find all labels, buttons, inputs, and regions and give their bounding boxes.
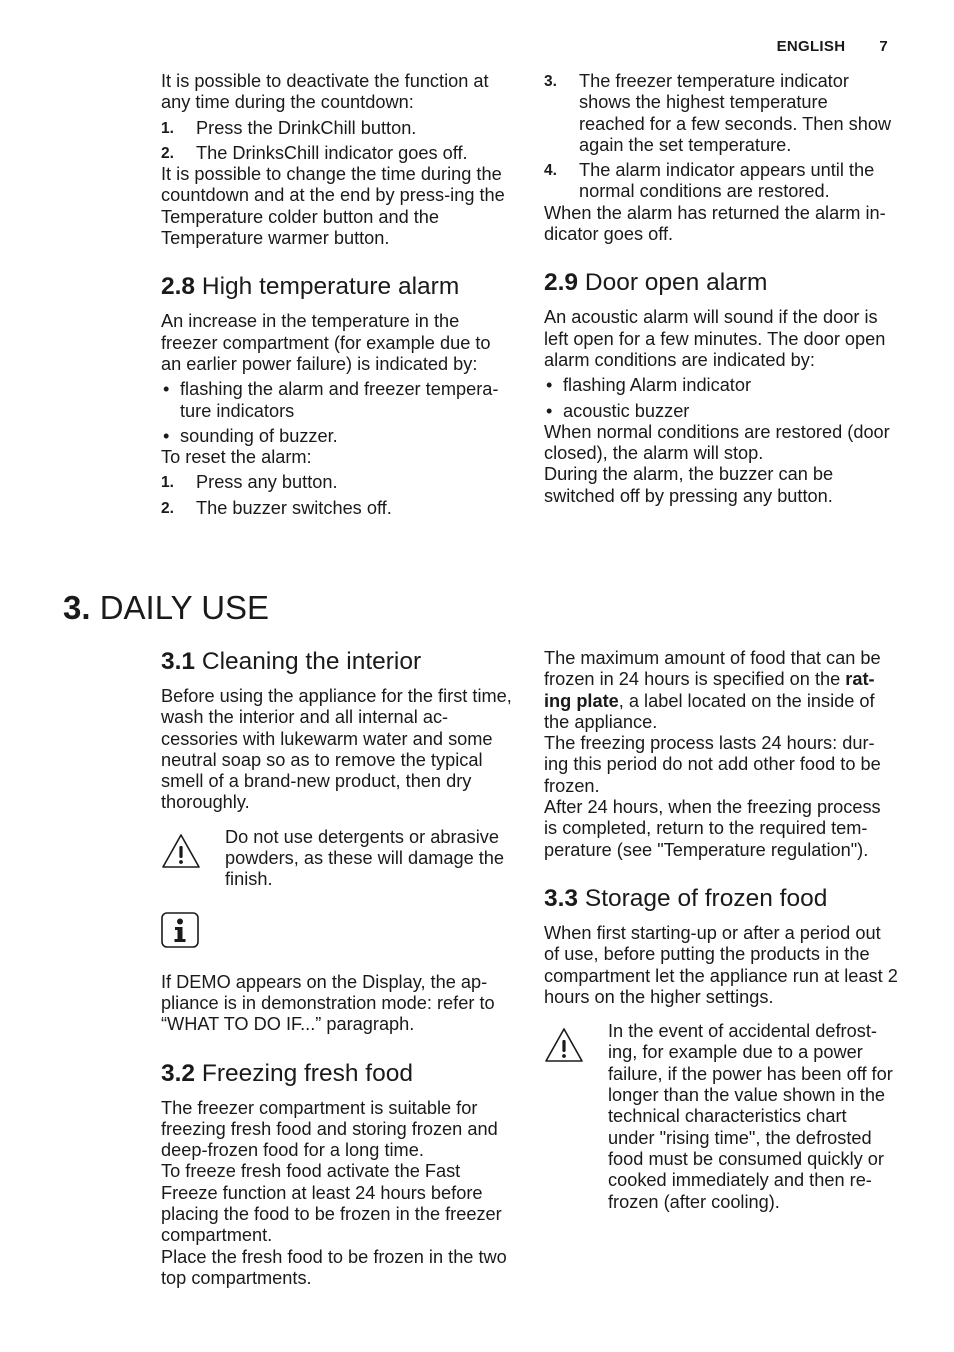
- step-number: 1.: [161, 119, 174, 137]
- rating-plate-term: rat-ing plate: [544, 669, 875, 711]
- info-text: If DEMO appears on the Display, the ap-pliance is in demonstration mode: refer to “WHAT TO DO IF...” paragraph.: [161, 971, 495, 1035]
- warning-text: Do not use detergents or abrasive powders, as these will damage the finish.: [225, 826, 505, 890]
- step-text: Press the DrinkChill button.: [196, 117, 417, 138]
- warning-box: [544, 1021, 898, 1213]
- step-number: 1.: [161, 474, 174, 492]
- step-number: 3.: [544, 73, 557, 90]
- list-item: • sounding of buzzer.: [163, 425, 338, 446]
- cleaning-body: Before using the appliance for the first time, wash the interior and all internal ac-cessories with lukewarm water and some neutral soap so as to remove the typical smell of a brand-new product, then dry thoroughly.: [161, 686, 512, 813]
- step-number: 4.: [544, 162, 557, 180]
- countdown-after: It is possible to change the time during the countdown and at the end by press-ing the Temperature colder button and the Temperature warmer button.: [161, 164, 505, 249]
- section-title: Cleaning the interior: [201, 648, 422, 675]
- list-item: [544, 160, 896, 203]
- list-item: [544, 71, 896, 156]
- page-header: [777, 38, 888, 55]
- door-alarm-after-1: When normal conditions are restored (door closed), the alarm will stop.: [544, 421, 890, 464]
- step-number: 2.: [161, 144, 174, 162]
- freezing-p2: To freeze fresh food activate the Fast Freeze function at least 24 hours before placing the food to be frozen in the freezer compartment.: [161, 1161, 502, 1246]
- countdown-intro: It is possible to deactivate the function at any time during the countdown:: [161, 71, 489, 113]
- section-number: 2.8: [161, 273, 196, 301]
- door-alarm-bullets: [544, 375, 896, 422]
- info-icon: [161, 912, 199, 948]
- bullet-text: sounding of buzzer.: [180, 425, 338, 446]
- list-item: [161, 472, 513, 493]
- section-heading-3-3: [544, 884, 898, 914]
- bottom-left-column: [161, 647, 513, 1289]
- warning-text: In the event of accidental defrost-ing, for example due to a power failure, if the power has been off for longer than the value shown in the technical characteristics chart under "rising time", the defrosted food must be consumed quickly or cooked immediately and then re-frozen (after cooling).: [608, 1021, 893, 1212]
- section-number: 3.2: [161, 1059, 196, 1087]
- chapter-number: 3.: [63, 589, 91, 626]
- chapter-title: DAILY USE: [99, 589, 270, 626]
- high-temp-intro: An increase in the temperature in the freezer compartment (for example due to an earlier power failure) is indicated by:: [161, 311, 491, 374]
- section-heading-2-9: [544, 268, 896, 298]
- section-title: Door open alarm: [584, 269, 768, 297]
- list-item: • flashing the alarm and freezer tempera-ture indicators: [163, 379, 499, 421]
- header-language: ENGLISH: [776, 38, 846, 55]
- freezing-process-text: The freezing process lasts 24 hours: dur-ing this period do not add other food to be frozen.: [544, 733, 881, 796]
- step-text: The buzzer switches off.: [196, 497, 392, 518]
- step-text: Press any button.: [196, 472, 338, 493]
- bullet-text: acoustic buzzer: [563, 400, 690, 421]
- list-item: • acoustic buzzer: [546, 400, 690, 421]
- list-item: [161, 498, 513, 519]
- warning-box: [161, 827, 513, 891]
- section-number: 2.9: [544, 269, 579, 297]
- door-alarm-after-2: During the alarm, the buzzer can be switched off by pressing any button.: [544, 464, 834, 506]
- section-heading-3-2: [161, 1059, 513, 1089]
- high-temp-bullets: [161, 379, 513, 447]
- bullet-text: flashing Alarm indicator: [563, 375, 752, 396]
- section-title: Storage of frozen food: [584, 884, 828, 912]
- storage-body: When first starting-up or after a period out of use, before putting the products in the compartment let the appliance run at least 2 hours on the higher settings.: [544, 922, 898, 1007]
- section-heading-2-8: [161, 272, 513, 302]
- section-title: Freezing fresh food: [201, 1059, 413, 1087]
- section-heading-3-1: [161, 647, 513, 677]
- door-alarm-intro: An acoustic alarm will sound if the door is left open for a few minutes. The door open alarm conditions are indicated by:: [544, 307, 886, 370]
- max-amount-text: The maximum amount of food that can be frozen in 24 hours is specified on the rat-ing plate, a label located on the inside of the appliance.: [544, 648, 881, 732]
- after-24h-text: After 24 hours, when the freezing process is completed, return to the required tem-perature (see "Temperature regulation").: [544, 797, 881, 860]
- section-number: 3.3: [544, 884, 579, 912]
- chapter-heading: [63, 588, 269, 628]
- list-item: [161, 118, 513, 139]
- step-text: The DrinksChill indicator goes off.: [196, 142, 468, 163]
- bottom-right-column: [544, 648, 898, 1213]
- freezing-p3: Place the fresh food to be frozen in the two top compartments.: [161, 1246, 507, 1288]
- freezing-p1: The freezer compartment is suitable for freezing fresh food and storing frozen and deep-frozen food for a long time.: [161, 1097, 498, 1161]
- section-title: High temperature alarm: [201, 273, 460, 301]
- alarm-after: When the alarm has returned the alarm in-dicator goes off.: [544, 202, 886, 245]
- step-text: The freezer temperature indicator shows the highest temperature reached for a few seconds. Then show again the set temperature.: [579, 71, 892, 155]
- alarm-steps: [544, 71, 896, 203]
- step-text: The alarm indicator appears until the normal conditions are restored.: [579, 160, 875, 202]
- warning-icon: [161, 833, 201, 869]
- warning-icon: [544, 1027, 584, 1063]
- section-number: 3.1: [161, 648, 196, 675]
- page-number: 7: [879, 38, 888, 55]
- list-item: [161, 143, 513, 164]
- countdown-steps: [161, 118, 513, 165]
- list-item: • flashing Alarm indicator: [546, 375, 752, 396]
- top-left-column: [161, 71, 513, 523]
- reset-steps: [161, 472, 513, 519]
- step-number: 2.: [161, 499, 174, 517]
- reset-intro: To reset the alarm:: [161, 447, 312, 468]
- bullet-text: flashing the alarm and freezer tempera-ture indicators: [180, 379, 499, 421]
- top-right-column: [544, 71, 896, 507]
